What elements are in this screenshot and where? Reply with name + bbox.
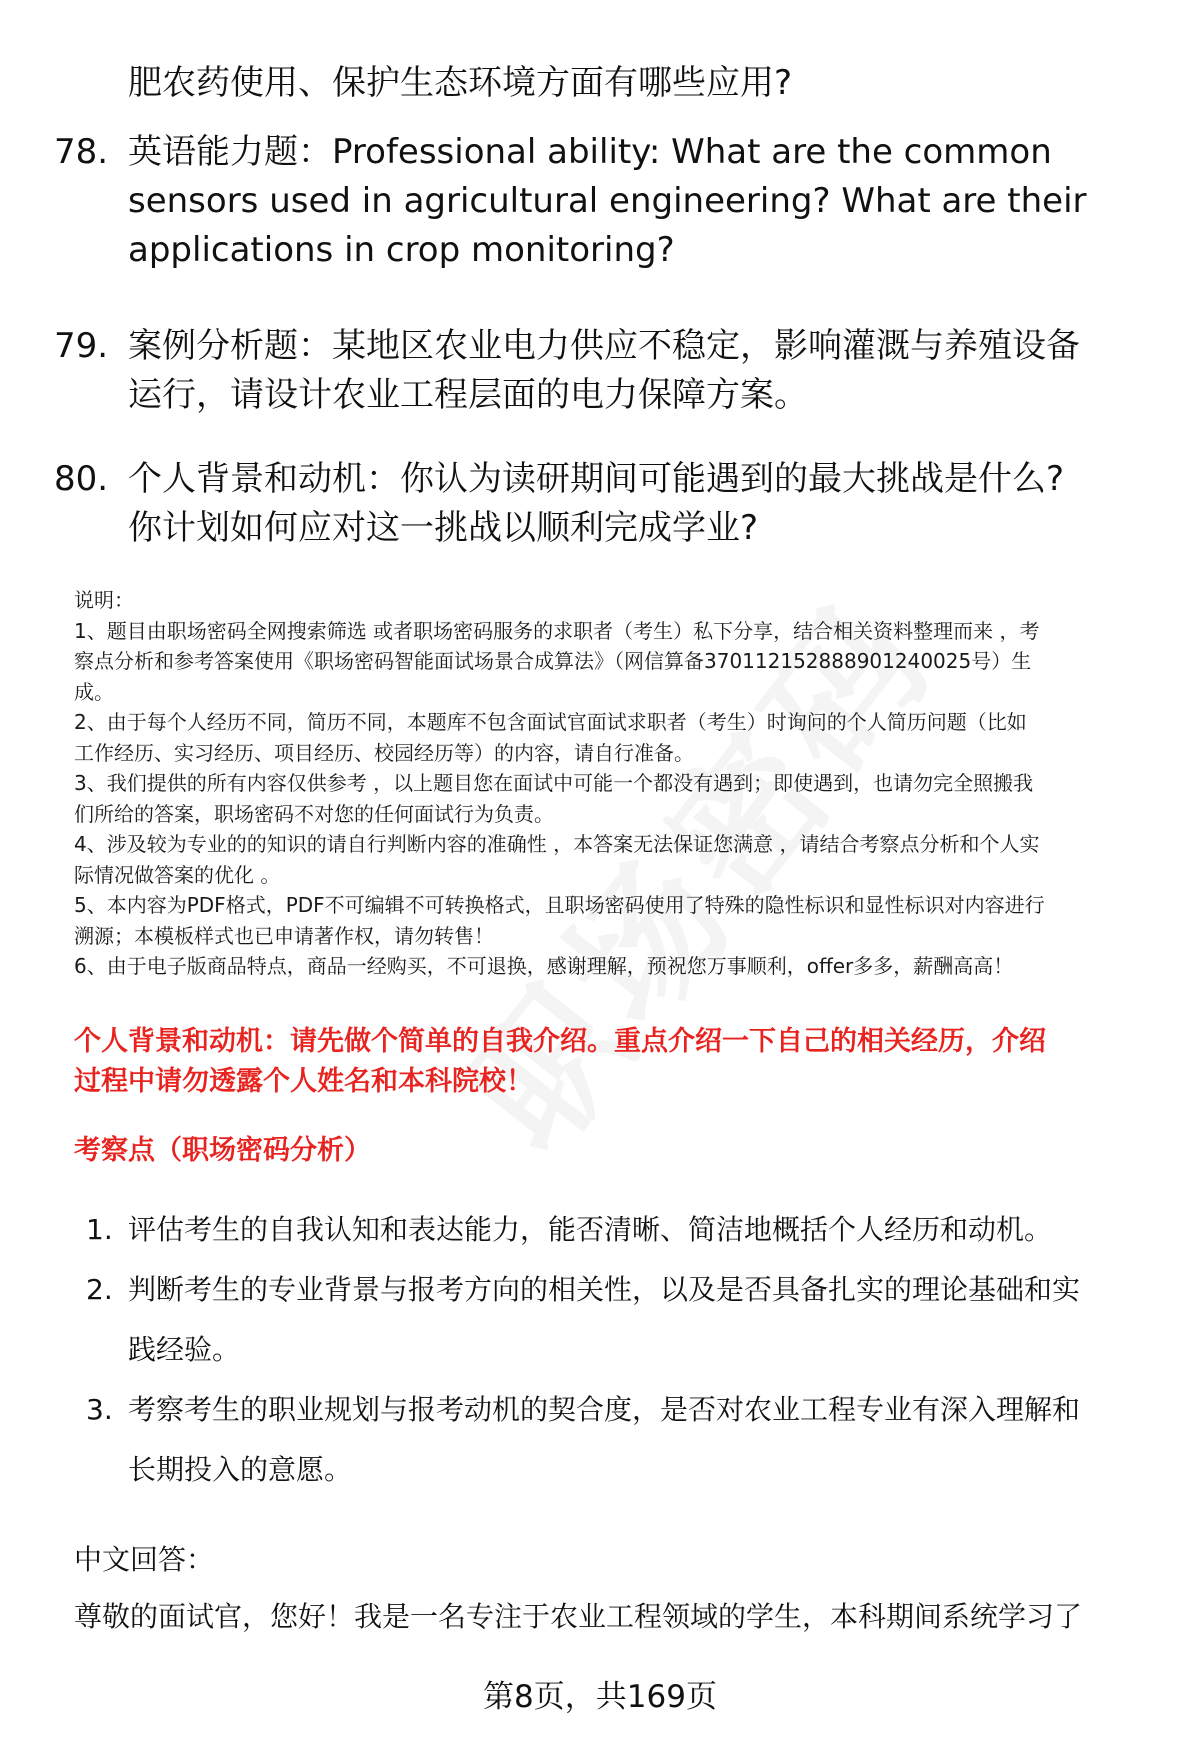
analysis-heading: 考察点（职场密码分析）: [74, 1135, 371, 1166]
notes-line: 2、由于每个人经历不同，简历不同，本题库不包含面试官面试求职者（考生）时询问的个人简历问题（比如: [74, 710, 1027, 734]
question-line: 案例分析题：某地区农业电力供应不稳定，影响灌溉与养殖设备: [128, 326, 1080, 366]
notes-line: 4、涉及较为专业的的知识的请自行判断内容的准确性 ，本答案无法保证您满意 ，请结合考察点分析和个人实: [74, 832, 1040, 856]
question-line: 你计划如何应对这一挑战以顺利完成学业?: [128, 508, 759, 548]
analysis-point: [86, 1260, 1166, 1380]
question-number: 79.: [54, 326, 109, 366]
question-line: sensors used in agricultural engineering? What are their: [128, 181, 1087, 221]
notes-line: 们所给的答案，职场密码不对您的任何面试行为负责。: [74, 801, 554, 826]
notes-line: 1、题目由职场密码全网搜索筛选 或者职场密码服务的求职者（考生）私下分享，结合相关资料整理而来 ，考: [74, 618, 1040, 643]
analysis-points: [86, 1200, 1166, 1500]
question-line: 英语能力题：Professional ability: What are the common: [128, 132, 1052, 172]
notes-line: 工作经历、实习经历、项目经历、校园经历等）的内容，请自行准备。: [74, 740, 694, 765]
notes-line: 3、我们提供的所有内容仅供参考 ，以上题目您在面试中可能一个都没有遇到；即使遇到，也请勿完全照搬我: [74, 771, 1034, 795]
notes-line: 际情况做答案的优化 。: [74, 862, 281, 887]
point-line: 考察考生的职业规划与报考动机的契合度，是否对农业工程专业有深入理解和: [128, 1393, 1081, 1426]
point-number: 2.: [86, 1273, 113, 1306]
question-78: [54, 128, 1154, 275]
point-line: 评估考生的自我认知和表达能力，能否清晰、简洁地概括个人经历和动机。: [128, 1213, 1053, 1246]
point-number: 3.: [86, 1393, 113, 1426]
point-number: 1.: [86, 1213, 113, 1246]
answer-label: 中文回答：: [74, 1543, 215, 1576]
notes-line: 说明：: [74, 588, 134, 612]
current-question-line: 个人背景和动机：请先做个简单的自我介绍。重点介绍一下自己的相关经历，介绍: [74, 1026, 1046, 1057]
point-line: 长期投入的意愿。: [128, 1453, 353, 1486]
question-line: 运行，请设计农业工程层面的电力保障方案。: [128, 375, 808, 415]
notes-line: 6、由于电子版商品特点，商品一经购买，不可退换，感谢理解，预祝您万事顺利，offer多多，薪酬高高！: [74, 954, 1014, 978]
question-number: 78.: [54, 132, 109, 172]
notes-line: 5、本内容为PDF格式，PDF不可编辑不可转换格式，且职场密码使用了特殊的隐性标识和显性标识对内容进行: [74, 893, 1045, 917]
point-line: 践经验。: [128, 1333, 241, 1366]
question-80: [54, 455, 1154, 553]
notes-line: 察点分析和参考答案使用《职场密码智能面试场景合成算法》（网信算备370112152888901240025号）生: [74, 649, 1032, 673]
analysis-point: [86, 1380, 1166, 1500]
question-79: [54, 322, 1154, 420]
point-line: 判断考生的专业背景与报考方向的相关性，以及是否具备扎实的理论基础和实: [128, 1273, 1081, 1306]
question-line: applications in crop monitoring?: [128, 230, 675, 270]
notes-section: [74, 585, 1164, 982]
answer-text: 尊敬的面试官，您好！我是一名专注于农业工程领域的学生，本科期间系统学习了: [74, 1600, 1083, 1633]
page-footer: 第8页，共169页: [483, 1679, 717, 1715]
analysis-point: [86, 1200, 1166, 1260]
current-question-heading: [74, 1022, 1164, 1102]
notes-line: 溯源；本模板样式也已申请著作权，请勿转售！: [74, 923, 494, 948]
notes-line: 成。: [74, 679, 114, 704]
question-77-continuation: 肥农药使用、保护生态环境方面有哪些应用?: [128, 63, 793, 103]
current-question-line: 过程中请勿透露个人姓名和本科院校！: [74, 1066, 533, 1097]
question-line: 个人背景和动机：你认为读研期间可能遇到的最大挑战是什么?: [128, 459, 1065, 499]
question-number: 80.: [54, 459, 109, 499]
